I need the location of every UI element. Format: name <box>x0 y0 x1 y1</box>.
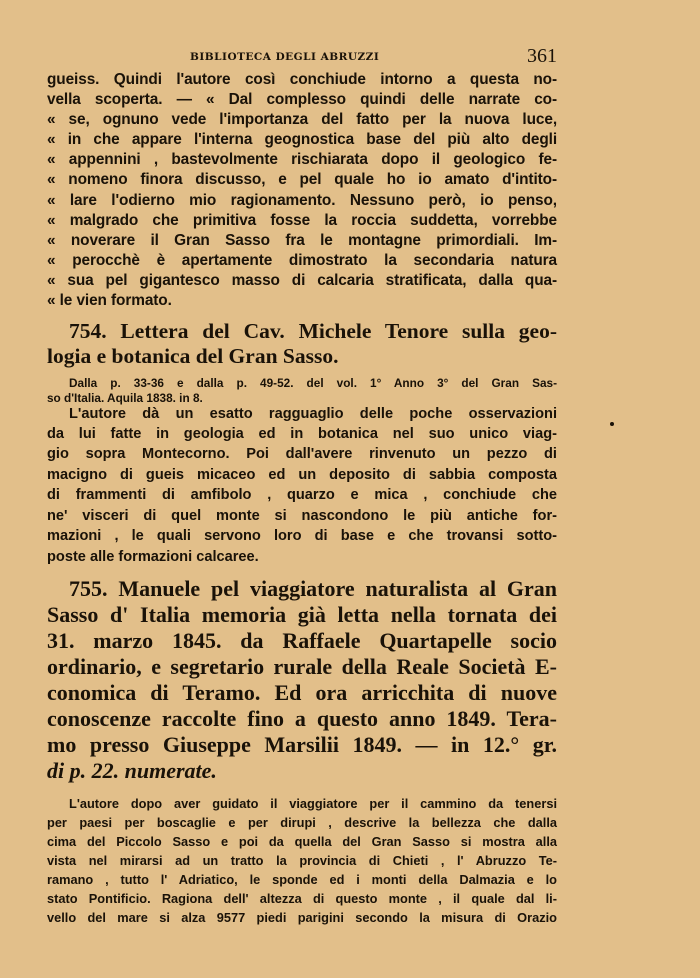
text-line: ramano , tutto l' Adriatico, le sponde ed i monti della Dalmazia e lo <box>47 872 557 887</box>
text-line: « se, ognuno vede l'importanza del fatto per la nuova luce, <box>47 111 557 128</box>
text-line: « sua pel gigantesco masso di calcaria stratificata, dalla qua- <box>47 272 557 289</box>
text-line: « malgrado che primitiva fosse la roccia suddetta, vorrebbe <box>47 212 557 229</box>
text-line: cima del Piccolo Sasso e poi da quella del Gran Sasso si mostra alla <box>47 834 557 849</box>
entry-heading-line: conomica di Teramo. Ed ora arricchita di nuove <box>47 680 557 705</box>
text-line: ne' visceri di quel monte si nascondono le più antiche for- <box>47 508 557 524</box>
source-line: Dalla p. 33-36 e dalla p. 49-52. del vol. 1° Anno 3° del Gran Sas- <box>69 376 557 390</box>
text-line: « in che appare l'interna geognostica base del più alto degli <box>47 131 557 148</box>
text-line: macigno di gueis micaceo ed un deposito di sabbia composta <box>47 467 557 483</box>
text-line: gueiss. Quindi l'autore così conchiude intorno a questa no- <box>47 71 557 88</box>
running-head-title: BIBLIOTECA DEGLI ABRUZZI <box>190 51 380 63</box>
text-line: L'autore dà un esatto ragguaglio delle poche osservazioni <box>69 406 557 422</box>
entry-heading-line: Sasso d' Italia memoria già letta nella tornata dei <box>47 602 557 627</box>
scan-speck <box>610 422 614 426</box>
text-line: stato Pontificio. Ragiona dell' altezza di questo monte , il quale dal li- <box>47 891 557 906</box>
text-line: vello del mare si alza 9577 piedi parigini secondo la misura di Orazio <box>47 910 557 925</box>
entry-heading-line: conoscenze raccolte fino a questo anno 1849. Tera- <box>47 706 557 731</box>
running-head <box>47 47 557 67</box>
text-line: « le vien formato. <box>47 292 172 309</box>
source-line: so d'Italia. Aquila 1838. in 8. <box>47 391 203 405</box>
text-line: poste alle formazioni calcaree. <box>47 549 259 565</box>
entry-heading-line: logia e botanica del Gran Sasso. <box>47 344 339 368</box>
text-line: vista nel mirarsi ad un tratto la provincia di Chieti , l' Abruzzo Te- <box>47 853 557 868</box>
text-line: « perocchè è apertamente dimostrato la secondaria natura <box>47 252 557 269</box>
entry-heading-line: di p. 22. numerate. <box>47 758 217 783</box>
text-line: « nomeno finora discusso, e pel quale ho io amato d'intito- <box>47 171 557 188</box>
entry-heading-line: 755. Manuele pel viaggiatore naturalista al Gran <box>69 576 557 601</box>
text-line: « lare l'odierno mio ragionamento. Nessuno però, io penso, <box>47 192 557 209</box>
text-line: « noverare il Gran Sasso fra le montagne primordiali. Im- <box>47 232 557 249</box>
page-number: 361 <box>527 45 557 67</box>
text-line: vella scoperta. — « Dal complesso quindi delle narrate co- <box>47 91 557 108</box>
text-line: gio sopra Montecorno. Poi dall'avere rinvenuto un pezzo di <box>47 446 557 462</box>
text-line: L'autore dopo aver guidato il viaggiatore per il cammino da tenersi <box>69 796 557 811</box>
text-line: « appennini , bastevolmente rischiarata dopo il geologico fe- <box>47 151 557 168</box>
text-line: di frammenti di amfibolo , quarzo e mica , conchiude che <box>47 487 557 503</box>
entry-heading-line: 31. marzo 1845. da Raffaele Quartapelle socio <box>47 628 557 653</box>
entry-heading-line: ordinario, e segretario rurale della Reale Società E- <box>47 654 557 679</box>
entry-heading-line: 754. Lettera del Cav. Michele Tenore sulla geo- <box>69 319 557 343</box>
text-line: da lui fatte in geologia ed in botanica nel suo unico viag- <box>47 426 557 442</box>
entry-heading-line: mo presso Giuseppe Marsilii 1849. — in 12.° gr. <box>47 732 557 757</box>
text-line: mazioni , le quali servono loro di base e che trovansi sotto- <box>47 528 557 544</box>
text-line: per paesi per boscaglie e per dirupi , descrive la bellezza che dalla <box>47 815 557 830</box>
